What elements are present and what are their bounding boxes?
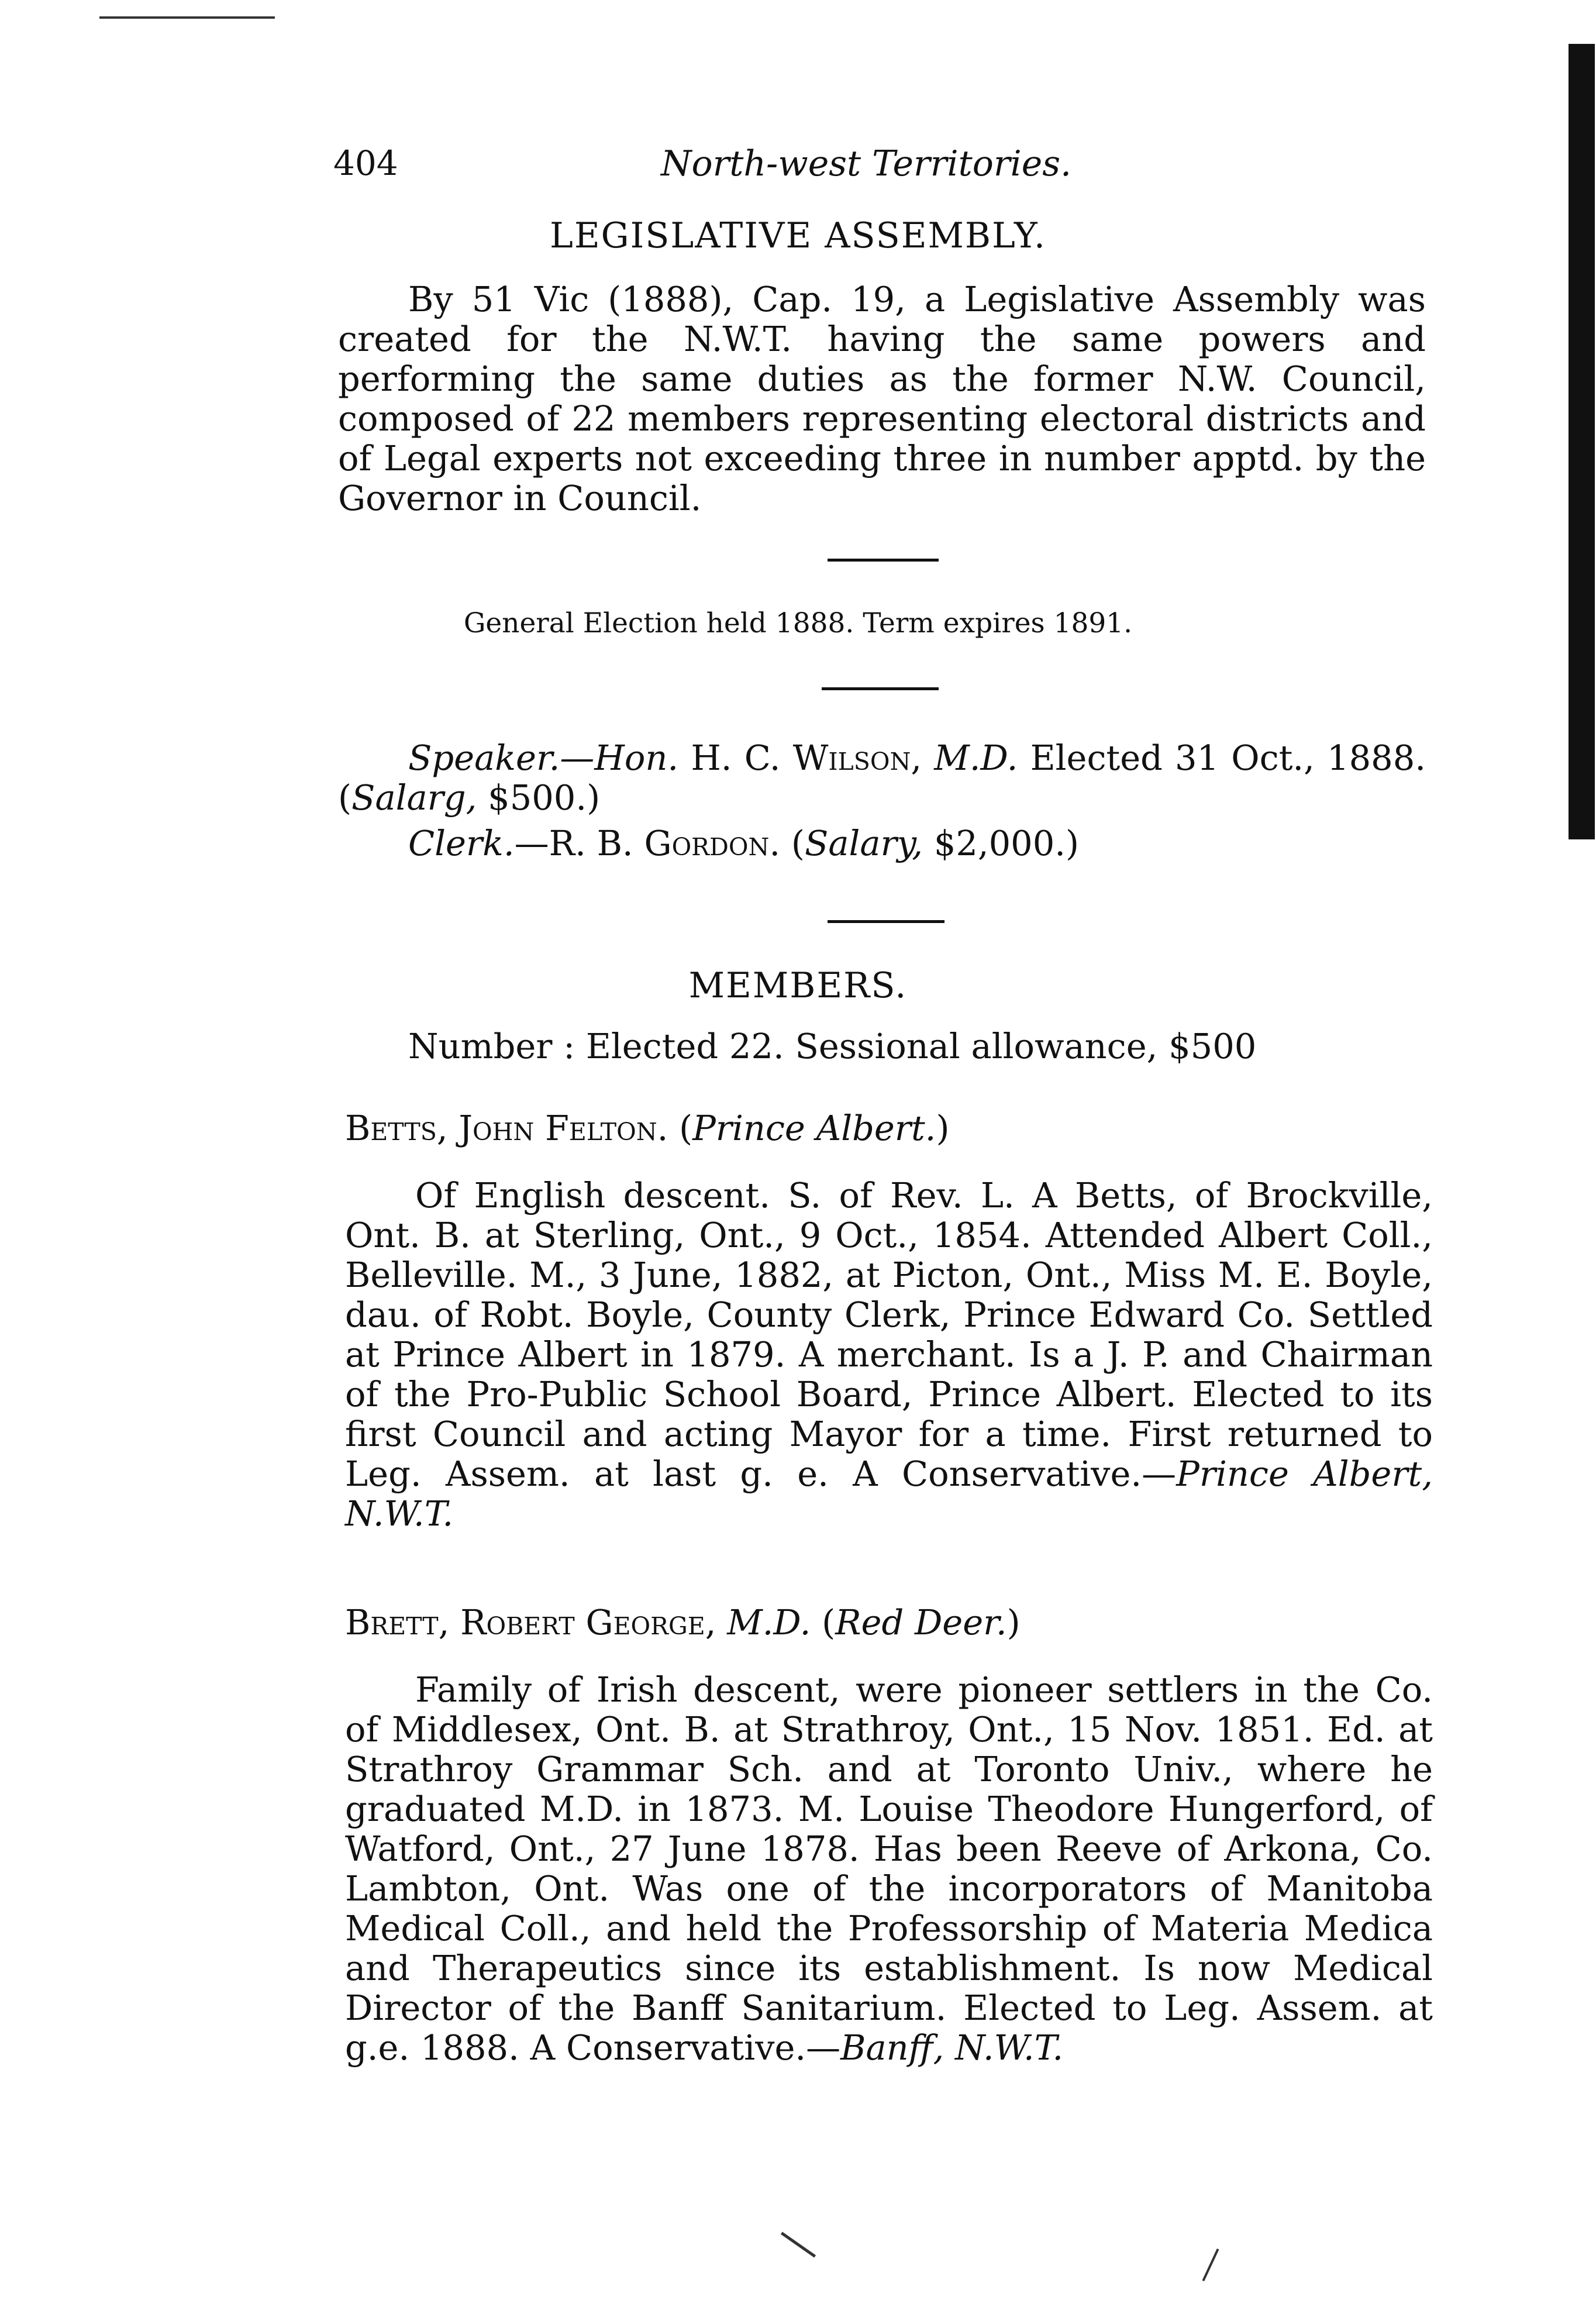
member-constituency: Prince Albert. [692,1108,936,1148]
member-name: Brett, Robert George, [345,1602,716,1643]
member-address: Banff, N.W.T. [840,2027,1064,2068]
page-number: 404 [333,143,398,183]
scan-mark-bottom [781,2232,816,2257]
members-summary: Number : Elected 22. Sessional allowance, $500 [408,1026,1257,1066]
member-address: Prince Albert, N.W.T. [345,1454,1433,1534]
scan-mark-bottom [1202,2249,1219,2281]
scan-edge-bar [1569,44,1595,839]
election-line: General Election held 1888. Term expires 1891. [463,607,1133,639]
divider-rule [828,920,944,923]
member-constituency: Red Deer. [835,1602,1007,1643]
divider-rule [822,687,939,690]
officers-block [338,738,1426,863]
member-name: Betts, John Felton. [345,1108,668,1148]
scan-mark-top [99,16,275,19]
member-name-line: Betts, John Felton. (Prince Albert.) [345,1108,950,1148]
member-bio: Of English descent. S. of Rev. L. A Betts, of Brockville, Ont. B. at Sterling, Ont., 9 Oct., 1854. Attended Albert Coll., Belleville. M., 3 June, 1882, at Picton, Ont., Miss M. E. Boyle, dau. of Robt. Boyle, County Clerk, Prince Edward Co. Settled at Prince Albert in 1879. A merchant. Is a J. P. and Chairman of the Pro-Public School Board, Prince Albert. Elected to its first Council and acting Mayor for a time. First returned to Leg. Assem. at last g. e. A Conservative.—Prince Albert, N.W.T. [345,1175,1433,1534]
assembly-heading: LEGISLATIVE ASSEMBLY. [550,215,1046,256]
member-degree: M.D. [727,1602,811,1643]
members-heading: MEMBERS. [688,965,908,1006]
member-bio: Family of Irish descent, were pioneer settlers in the Co. of Middlesex, Ont. B. at Strathroy, Ont., 15 Nov. 1851. Ed. at Strathroy Grammar Sch. and at Toronto Univ., where he graduated M.D. in 1873. M. Louise Theodore Hungerford, of Watford, Ont., 27 June 1878. Has been Reeve of Arkona, Co. Lambton, Ont. Was one of the incorporators of Manitoba Medical Coll., and held the Professorship of Materia Medica and Therapeutics since its establishment. Is now Medical Director of the Banff Sanitarium. Elected to Leg. Assem. at g.e. 1888. A Conservative.—Banff, N.W.T. [345,1669,1433,2068]
speaker-entry: Speaker.—Hon. H. C. Wilson, M.D. Elected 31 Oct., 1888. (Salarg, $500.) [338,738,1426,818]
running-title: North-west Territories. [661,143,1072,184]
assembly-intro: By 51 Vic (1888), Cap. 19, a Legislative Assembly was created for the N.W.T. having the same powers and performing the same duties as the former N.W. Council, composed of 22 members representing electoral districts and of Legal experts not exceeding three in number apptd. by the Governor in Council. [338,279,1426,518]
member-name-line: Brett, Robert George, M.D. (Red Deer.) [345,1602,1021,1643]
page-header [333,143,1445,196]
clerk-entry: Clerk.—R. B. Gordon. (Salary, $2,000.) [408,823,1080,863]
divider-rule [828,559,939,562]
